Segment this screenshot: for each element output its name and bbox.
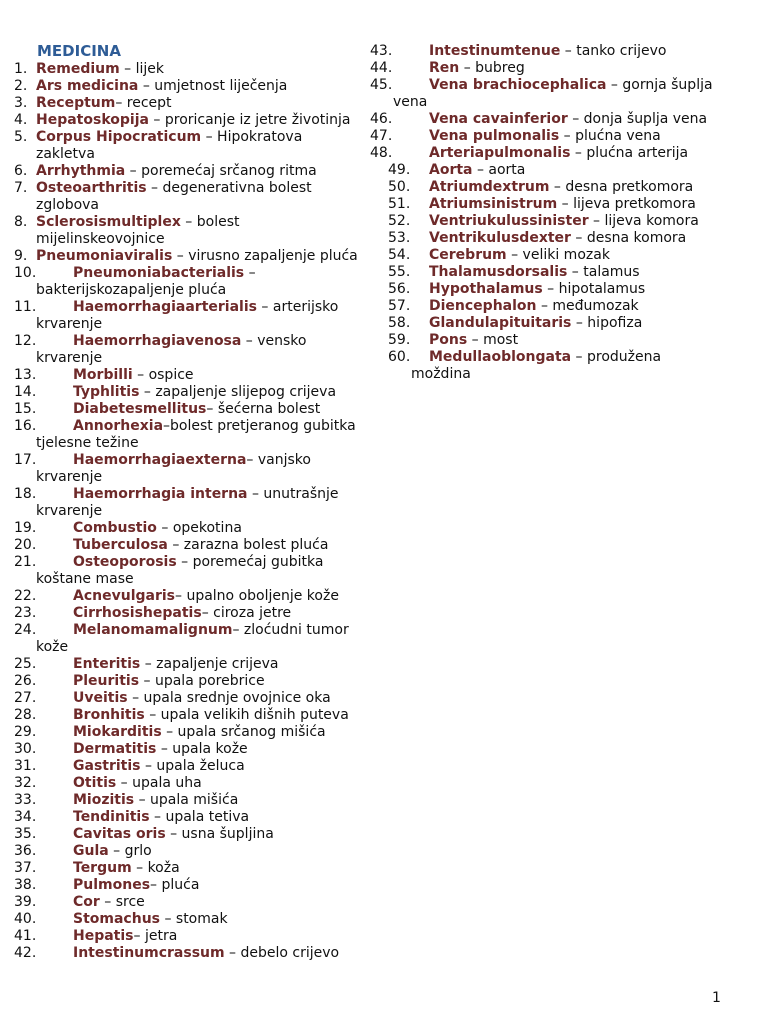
term-definition: – arterijsko	[256, 299, 339, 315]
item-number: 23.	[14, 605, 37, 621]
term-definition: – upala velikih dišnih puteva	[144, 707, 349, 723]
item-line	[73, 928, 177, 945]
term-definition: – upala srednje ovojnice oka	[127, 690, 331, 706]
medical-term: Diabetesmellitus	[73, 401, 207, 417]
item-line	[36, 95, 172, 112]
term-definition: – srce	[99, 894, 145, 910]
term-definition: – pluća	[150, 877, 200, 893]
item-number: 20.	[14, 537, 37, 553]
item-number: 29.	[14, 724, 37, 740]
medical-term: Miokarditis	[73, 724, 162, 740]
medical-term: Pulmones	[73, 877, 151, 893]
item-number: 50.	[388, 179, 411, 195]
term-definition: – desna pretkomora	[549, 179, 694, 195]
item-number: 10.	[14, 265, 37, 281]
term-definition: – šećerna bolest	[206, 401, 321, 417]
item-number: 19.	[14, 520, 37, 536]
item-line	[73, 945, 339, 962]
item-number: 32.	[14, 775, 37, 791]
item-number: 7.	[14, 180, 28, 196]
item-number: 12.	[14, 333, 37, 349]
item-line	[73, 809, 249, 826]
item-line	[73, 826, 274, 843]
term-definition-continued: vena	[393, 94, 428, 110]
term-definition-continued: koštane mase	[36, 571, 134, 587]
item-number: 15.	[14, 401, 37, 417]
item-line	[36, 112, 351, 129]
item-line	[36, 180, 312, 197]
medical-term: Ventriukulussinister	[429, 213, 589, 229]
item-number: 11.	[14, 299, 37, 315]
item-line	[73, 656, 278, 673]
item-line	[73, 384, 336, 401]
term-definition: –bolest pretjeranog gubitka	[163, 418, 356, 434]
medical-term: Atriumdextrum	[429, 179, 550, 195]
item-number: 49.	[388, 162, 411, 178]
medical-term: Otitis	[73, 775, 117, 791]
term-definition: – desna komora	[570, 230, 687, 246]
medical-term: Hepatis	[73, 928, 134, 944]
term-definition: – ospice	[132, 367, 194, 383]
medical-term: Glandulapituitaris	[429, 315, 572, 331]
item-number: 47.	[370, 128, 393, 144]
item-line	[73, 911, 228, 928]
item-line	[429, 230, 686, 247]
item-line	[73, 452, 311, 469]
term-definition: – stomak	[160, 911, 228, 927]
term-definition: – degenerativna bolest	[146, 180, 312, 196]
term-definition: – proricanje iz jetre životinja	[148, 112, 351, 128]
item-line	[73, 707, 349, 724]
medical-term: Pneumoniabacterialis	[73, 265, 245, 281]
item-line	[73, 792, 238, 809]
item-line	[73, 265, 256, 282]
medical-term: Vena pulmonalis	[429, 128, 560, 144]
item-number: 39.	[14, 894, 37, 910]
item-line	[73, 775, 202, 792]
medical-term: Intestinumtenue	[429, 43, 561, 59]
medical-term: Cavitas oris	[73, 826, 166, 842]
page-number: 1	[712, 990, 721, 1006]
medical-term: Cirrhosishepatis	[73, 605, 202, 621]
medical-term: Hypothalamus	[429, 281, 543, 297]
term-definition: – poremećaj gubitka	[176, 554, 324, 570]
item-line	[73, 673, 265, 690]
medical-term: Bronhitis	[73, 707, 145, 723]
medical-term: Tuberculosa	[73, 537, 168, 553]
medical-term: Sclerosismultiplex	[36, 214, 181, 230]
item-line	[73, 486, 339, 503]
term-definition: – vanjsko	[246, 452, 311, 468]
term-definition-continued: krvarenje	[36, 350, 103, 366]
medical-term: Hepatoskopija	[36, 112, 149, 128]
medical-term: Haemorrhagiavenosa	[73, 333, 242, 349]
item-line	[429, 60, 525, 77]
item-number: 56.	[388, 281, 411, 297]
item-line	[36, 214, 240, 231]
document-heading: MEDICINA	[37, 42, 121, 60]
term-definition-continued: moždina	[411, 366, 471, 382]
item-number: 52.	[388, 213, 411, 229]
item-number: 57.	[388, 298, 411, 314]
item-number: 21.	[14, 554, 37, 570]
medical-term: Pleuritis	[73, 673, 140, 689]
item-number: 45.	[370, 77, 393, 93]
item-number: 16.	[14, 418, 37, 434]
term-definition: – upala porebrice	[139, 673, 265, 689]
medical-term: Thalamusdorsalis	[429, 264, 568, 280]
item-number: 3.	[14, 95, 28, 111]
medical-term: Tendinitis	[73, 809, 150, 825]
term-definition: – opekotina	[156, 520, 242, 536]
term-definition-continued: zglobova	[36, 197, 100, 213]
term-definition-continued: zakletva	[36, 146, 95, 162]
medical-term: Uveitis	[73, 690, 128, 706]
item-line	[36, 61, 164, 78]
item-line	[429, 264, 640, 281]
term-definition: – debelo crijevo	[224, 945, 340, 961]
medical-term: Receptum	[36, 95, 116, 111]
item-number: 13.	[14, 367, 37, 383]
medical-term: Diencephalon	[429, 298, 537, 314]
medical-term: Acnevulgaris	[73, 588, 175, 604]
term-definition-continued: mijelinskeovojnice	[36, 231, 165, 247]
item-number: 14.	[14, 384, 37, 400]
item-line	[36, 78, 287, 95]
item-number: 36.	[14, 843, 37, 859]
item-number: 42.	[14, 945, 37, 961]
item-line	[73, 520, 242, 537]
term-definition-continued: krvarenje	[36, 503, 103, 519]
item-number: 8.	[14, 214, 28, 230]
medical-term: Miozitis	[73, 792, 135, 808]
term-definition: – vensko	[241, 333, 307, 349]
item-line	[429, 145, 688, 162]
term-definition: – lijeva pretkomora	[557, 196, 696, 212]
item-line	[429, 179, 693, 196]
medical-term: Haemorrhagia interna	[73, 486, 248, 502]
term-definition: – usna šupljina	[165, 826, 274, 842]
item-number: 4.	[14, 112, 28, 128]
item-line	[36, 248, 358, 265]
item-number: 51.	[388, 196, 411, 212]
term-definition: – upala kože	[156, 741, 248, 757]
item-line	[73, 894, 145, 911]
medical-term: Remedium	[36, 61, 120, 77]
term-definition: – umjetnost liječenja	[138, 78, 288, 94]
medical-term: Melanomamalignum	[73, 622, 233, 638]
term-definition: – gornja šuplja	[606, 77, 713, 93]
item-number: 6.	[14, 163, 28, 179]
item-number: 46.	[370, 111, 393, 127]
term-definition: – zloćudni tumor	[232, 622, 349, 638]
medical-term: Osteoarthritis	[36, 180, 147, 196]
item-number: 9.	[14, 248, 28, 264]
term-definition: – lijek	[119, 61, 165, 77]
medical-term: Aorta	[429, 162, 473, 178]
medical-term: Haemorrhagiaarterialis	[73, 299, 257, 315]
item-line	[73, 401, 320, 418]
item-line	[429, 213, 699, 230]
item-line	[429, 247, 610, 264]
item-number: 41.	[14, 928, 37, 944]
term-definition: – upala mišića	[134, 792, 239, 808]
item-number: 54.	[388, 247, 411, 263]
medical-term: Ventrikulusdexter	[429, 230, 571, 246]
item-line	[73, 554, 323, 571]
medical-term: Atriumsinistrum	[429, 196, 558, 212]
medical-term: Cor	[73, 894, 100, 910]
term-definition: – jetra	[133, 928, 178, 944]
term-definition: – bolest	[180, 214, 240, 230]
term-definition: – hipotalamus	[542, 281, 646, 297]
medical-term: Ren	[429, 60, 460, 76]
item-number: 35.	[14, 826, 37, 842]
item-line	[73, 333, 306, 350]
item-number: 18.	[14, 486, 37, 502]
medical-term: Haemorrhagiaexterna	[73, 452, 247, 468]
item-line	[429, 162, 525, 179]
medical-term: Pons	[429, 332, 468, 348]
item-number: 24.	[14, 622, 37, 638]
item-number: 28.	[14, 707, 37, 723]
item-line	[429, 315, 642, 332]
item-line	[429, 332, 518, 349]
item-line	[429, 43, 667, 60]
medical-term: Vena cavainferior	[429, 111, 568, 127]
item-number: 22.	[14, 588, 37, 604]
medical-term: Ars medicina	[36, 78, 139, 94]
item-number: 38.	[14, 877, 37, 893]
term-definition: – ciroza jetre	[201, 605, 292, 621]
medical-term: Typhlitis	[73, 384, 140, 400]
item-number: 27.	[14, 690, 37, 706]
item-number: 60.	[388, 349, 411, 365]
term-definition: – upala uha	[116, 775, 202, 791]
item-line	[429, 111, 707, 128]
item-number: 55.	[388, 264, 411, 280]
medical-term: Tergum	[73, 860, 132, 876]
item-number: 2.	[14, 78, 28, 94]
item-number: 30.	[14, 741, 37, 757]
term-definition-continued: kože	[36, 639, 69, 655]
term-definition: – zarazna bolest pluća	[167, 537, 329, 553]
term-definition: – produžena	[571, 349, 662, 365]
term-definition: – zapaljenje slijepog crijeva	[139, 384, 337, 400]
term-definition-continued: tjelesne težine	[36, 435, 139, 451]
item-number: 26.	[14, 673, 37, 689]
item-number: 31.	[14, 758, 37, 774]
item-line	[73, 843, 152, 860]
term-definition-continued: krvarenje	[36, 316, 103, 332]
medical-term: Gula	[73, 843, 109, 859]
medical-term: Annorhexia	[73, 418, 164, 434]
term-definition: – upala srčanog mišića	[161, 724, 326, 740]
item-number: 58.	[388, 315, 411, 331]
term-definition: – koža	[131, 860, 180, 876]
item-number: 17.	[14, 452, 37, 468]
term-definition: – zapaljenje crijeva	[140, 656, 279, 672]
term-definition: – plućna vena	[559, 128, 661, 144]
medical-term: Corpus Hipocraticum	[36, 129, 202, 145]
item-number: 53.	[388, 230, 411, 246]
item-line	[36, 163, 317, 180]
term-definition: – donja šuplja vena	[567, 111, 708, 127]
item-line	[73, 367, 194, 384]
item-line	[429, 298, 639, 315]
item-number: 37.	[14, 860, 37, 876]
medical-term: Arteriapulmonalis	[429, 145, 571, 161]
item-line	[73, 605, 291, 622]
term-definition: – recept	[115, 95, 172, 111]
item-line	[73, 537, 328, 554]
term-definition: –	[244, 265, 256, 281]
medical-term: Pneumoniaviralis	[36, 248, 173, 264]
term-definition: – upala želuca	[140, 758, 245, 774]
item-line	[73, 860, 180, 877]
medical-term: Vena brachiocephalica	[429, 77, 607, 93]
term-definition: – lijeva komora	[588, 213, 699, 229]
term-definition: – upalno oboljenje kože	[175, 588, 339, 604]
item-line	[73, 588, 339, 605]
item-line	[429, 281, 645, 298]
medical-term: Cerebrum	[429, 247, 507, 263]
term-definition: – virusno zapaljenje pluća	[172, 248, 358, 264]
item-number: 34.	[14, 809, 37, 825]
term-definition: – hipofiza	[571, 315, 643, 331]
term-definition: – plućna arterija	[570, 145, 689, 161]
medical-term: Enteritis	[73, 656, 141, 672]
item-line	[73, 877, 199, 894]
item-number: 1.	[14, 61, 28, 77]
term-definition: – aorta	[472, 162, 526, 178]
term-definition: – most	[467, 332, 519, 348]
item-line	[36, 129, 302, 146]
medical-term: Morbilli	[73, 367, 133, 383]
item-number: 40.	[14, 911, 37, 927]
term-definition: – poremećaj srčanog ritma	[125, 163, 317, 179]
medical-term: Combustio	[73, 520, 157, 536]
item-number: 44.	[370, 60, 393, 76]
item-number: 25.	[14, 656, 37, 672]
item-line	[73, 299, 338, 316]
term-definition: – tanko crijevo	[560, 43, 667, 59]
item-number: 43.	[370, 43, 393, 59]
item-line	[429, 77, 713, 94]
term-definition: – upala tetiva	[149, 809, 250, 825]
item-number: 48.	[370, 145, 393, 161]
item-number: 5.	[14, 129, 28, 145]
medical-term: Dermatitis	[73, 741, 157, 757]
item-line	[73, 724, 326, 741]
medical-term: Intestinumcrassum	[73, 945, 225, 961]
medical-term: Gastritis	[73, 758, 141, 774]
item-line	[73, 741, 248, 758]
item-line	[73, 758, 245, 775]
item-line	[429, 349, 661, 366]
term-definition: – međumozak	[536, 298, 639, 314]
item-number: 33.	[14, 792, 37, 808]
medical-term: Medullaoblongata	[429, 349, 572, 365]
medical-term: Arrhythmia	[36, 163, 126, 179]
medical-term: Stomachus	[73, 911, 160, 927]
item-line	[429, 128, 661, 145]
item-line	[73, 622, 349, 639]
term-definition: – bubreg	[459, 60, 525, 76]
item-line	[73, 418, 356, 435]
term-definition-continued: krvarenje	[36, 469, 103, 485]
term-definition: – Hipokratova	[201, 129, 303, 145]
item-line	[429, 196, 696, 213]
medical-term: Osteoporosis	[73, 554, 177, 570]
term-definition: – unutrašnje	[247, 486, 339, 502]
term-definition: – talamus	[567, 264, 640, 280]
item-number: 59.	[388, 332, 411, 348]
term-definition: – grlo	[108, 843, 152, 859]
item-line	[73, 690, 331, 707]
term-definition-continued: bakterijskozapaljenje pluća	[36, 282, 227, 298]
term-definition: – veliki mozak	[506, 247, 610, 263]
